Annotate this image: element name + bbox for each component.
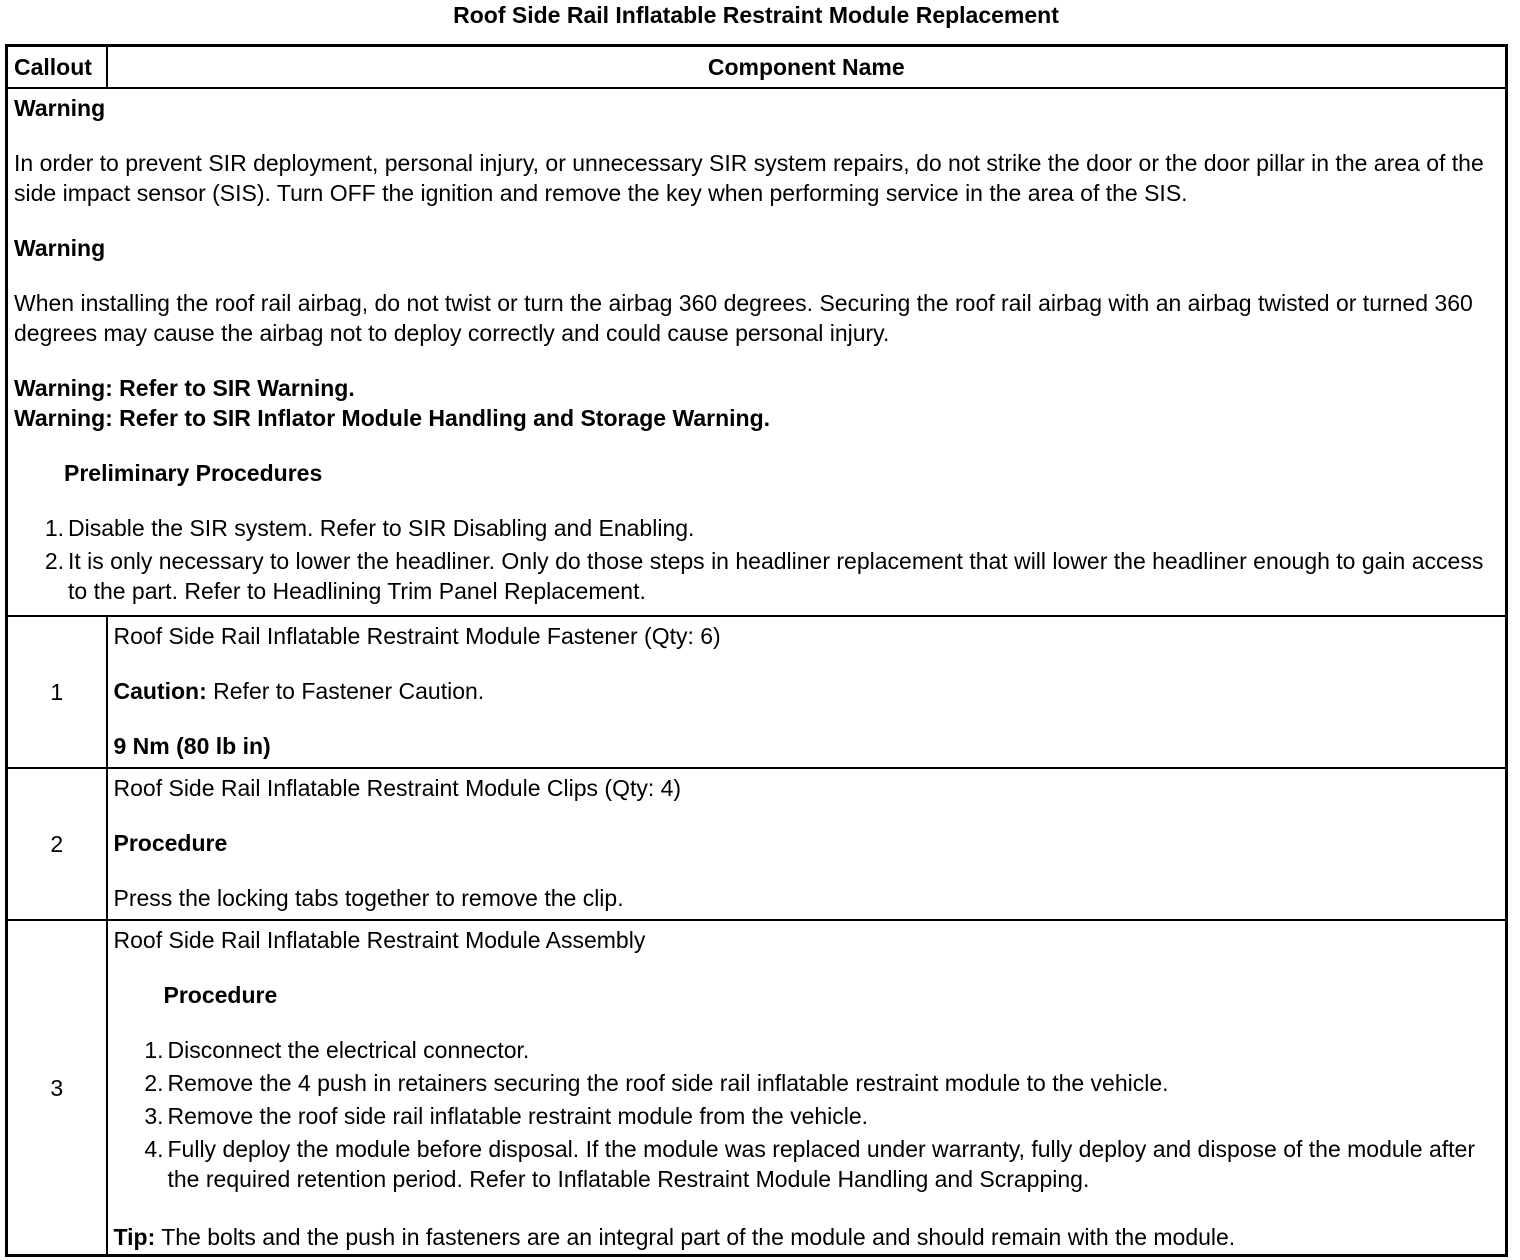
list-item: 1. Disable the SIR system. Refer to SIR Disabling and Enabling. (44, 515, 695, 541)
table-row (7, 768, 1507, 920)
warning-reference: Warning: Refer to SIR Inflator Module Handling and Storage Warning. (14, 405, 771, 431)
warning-heading: Warning (14, 95, 106, 121)
procedure-heading: Procedure (113, 830, 228, 856)
list-item: 3. Remove the roof side rail inflatable restraint module from the vehicle. (144, 1103, 869, 1129)
list-item: 1. Disconnect the electrical connector. (144, 1037, 530, 1063)
warning-reference: Warning: Refer to SIR Warning. (14, 375, 355, 401)
component-name: Roof Side Rail Inflatable Restraint Module Fastener (Qty: 6) (113, 623, 721, 649)
warning-text: When installing the roof rail airbag, do not twist or turn the airbag 360 degrees. Securing the roof rail airbag with an airbag twisted or turned 360 degrees may cause the airbag not to deploy correctly and could cause personal injury. (14, 290, 1473, 346)
caution-line: Caution: Refer to Fastener Caution. (113, 678, 485, 704)
tip-line: Tip: The bolts and the push in fasteners are an integral part of the module and should remain with the module. (113, 1224, 1236, 1250)
component-cell (107, 616, 1507, 768)
callout-number: 3 (7, 920, 107, 1256)
component-name: Roof Side Rail Inflatable Restraint Module Clips (Qty: 4) (113, 775, 682, 801)
intro-row (7, 88, 1507, 616)
preliminary-procedures-heading: Preliminary Procedures (64, 460, 323, 486)
procedure-text: Press the locking tabs together to remove the clip. (113, 885, 624, 911)
list-item: 2. It is only necessary to lower the headliner. Only do those steps in headliner replacement that will lower the headliner enough to gain access to the part. Refer to Headlining Trim Panel Replacement. (44, 548, 1484, 604)
component-name-header: Component Name (107, 46, 1507, 89)
component-cell (107, 920, 1507, 1256)
table-row (7, 616, 1507, 768)
callout-number: 1 (7, 616, 107, 768)
intro-cell (7, 88, 1507, 616)
component-table (5, 44, 1508, 1257)
warning-heading: Warning (14, 235, 106, 261)
procedure-steps-list (114, 1035, 1500, 1194)
list-item: 2. Remove the 4 push in retainers securing the roof side rail inflatable restraint module to the vehicle. (144, 1070, 1169, 1096)
list-item: 4. Fully deploy the module before disposal. If the module was replaced under warranty, fully deploy and dispose of the module after the required retention period. Refer to Inflatable Restraint Module Handling and Scrapping. (144, 1136, 1475, 1192)
torque-spec: 9 Nm (80 lb in) (113, 733, 271, 759)
callout-number: 2 (7, 768, 107, 920)
table-row (7, 920, 1507, 1256)
preliminary-steps-list (14, 513, 1499, 606)
component-cell (107, 768, 1507, 920)
component-name: Roof Side Rail Inflatable Restraint Module Assembly (113, 927, 646, 953)
procedure-heading: Procedure (163, 982, 278, 1008)
callout-header: Callout (7, 46, 107, 89)
page-title: Roof Side Rail Inflatable Restraint Module Replacement (453, 2, 1059, 28)
warning-text: In order to prevent SIR deployment, personal injury, or unnecessary SIR system repairs, do not strike the door or the door pillar in the area of the side impact sensor (SIS). Turn OFF the ignition and remove the key when performing service in the area of the SIS. (14, 150, 1484, 206)
table-header-row (7, 46, 1507, 89)
